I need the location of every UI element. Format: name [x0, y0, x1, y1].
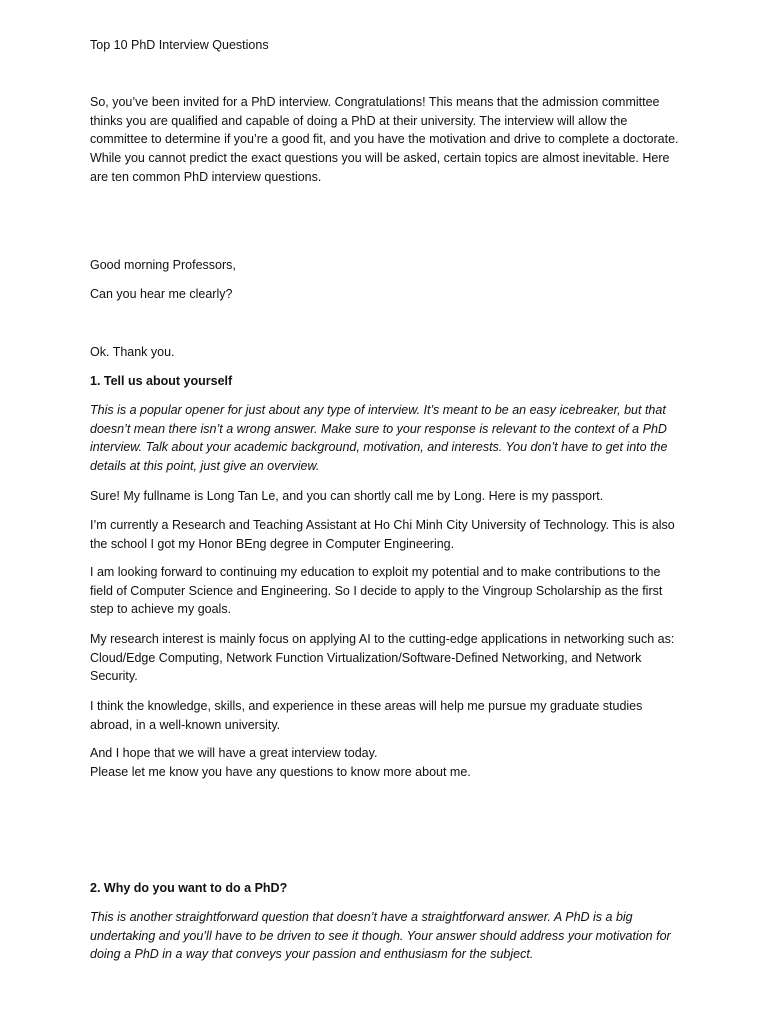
greeting-line: Good morning Professors, [90, 258, 236, 272]
question-1-guidance: This is a popular opener for just about any type of interview. It’s meant to be an easy icebreaker, but that doesn’t mean there isn’t a wrong answer. Make sure to your response is relevant to the context of a PhD interview. Talk about your academic background, motivation, and interests. You don’t have to get into the details at this point, just give an overview. [90, 403, 668, 474]
question-1-heading: 1. Tell us about yourself [90, 374, 233, 388]
question-2-guidance: This is another straightforward question that doesn’t have a straightforward answer. A PhD is a big undertaking and you’ll have to be driven to see it though. Your answer should address your motivation for doing a PhD in a way that conveys your passion and enthusiasm for the subject. [90, 910, 671, 962]
question-2-heading: 2. Why do you want to do a PhD? [90, 881, 288, 895]
closing-line-1: And I hope that we will have a great interview today. [90, 746, 378, 760]
hear-check-line: Can you hear me clearly? [90, 287, 233, 301]
question-1-answer-1: Sure! My fullname is Long Tan Le, and you can shortly call me by Long. Here is my passport. [90, 489, 604, 503]
question-1-answer-2: I’m currently a Research and Teaching Assistant at Ho Chi Minh City University of Technology. This is also the school I got my Honor BEng degree in Computer Engineering. [90, 518, 675, 551]
question-1-closing [90, 744, 690, 781]
ok-thanks-line: Ok. Thank you. [90, 345, 175, 359]
document-title: Top 10 PhD Interview Questions [90, 38, 269, 52]
question-1-answer-4: My research interest is mainly focus on applying AI to the cutting-edge applications in networking such as: Cloud/Edge Computing, Network Function Virtualization/Software-Defined Networking, and Network Security. [90, 632, 675, 684]
question-1-answer-3: I am looking forward to continuing my education to exploit my potential and to make contributions to the field of Computer Science and Engineering. So I decide to apply to the Vingroup Scholarship as the first step to achieve my goals. [90, 565, 663, 617]
closing-line-2: Please let me know you have any questions to know more about me. [90, 764, 471, 779]
question-1-answer-5: I think the knowledge, skills, and experience in these areas will help me pursue my graduate studies abroad, in a well-known university. [90, 699, 643, 732]
intro-paragraph: So, you’ve been invited for a PhD interview. Congratulations! This means that the admission committee thinks you are qualified and capable of doing a PhD at their university. The interview will allow the committee to determine if you’re a good fit, and you have the motivation and drive to complete a doctorate. While you cannot predict the exact questions you will be asked, certain topics are almost inevitable. Here are ten common PhD interview questions. [90, 95, 679, 184]
